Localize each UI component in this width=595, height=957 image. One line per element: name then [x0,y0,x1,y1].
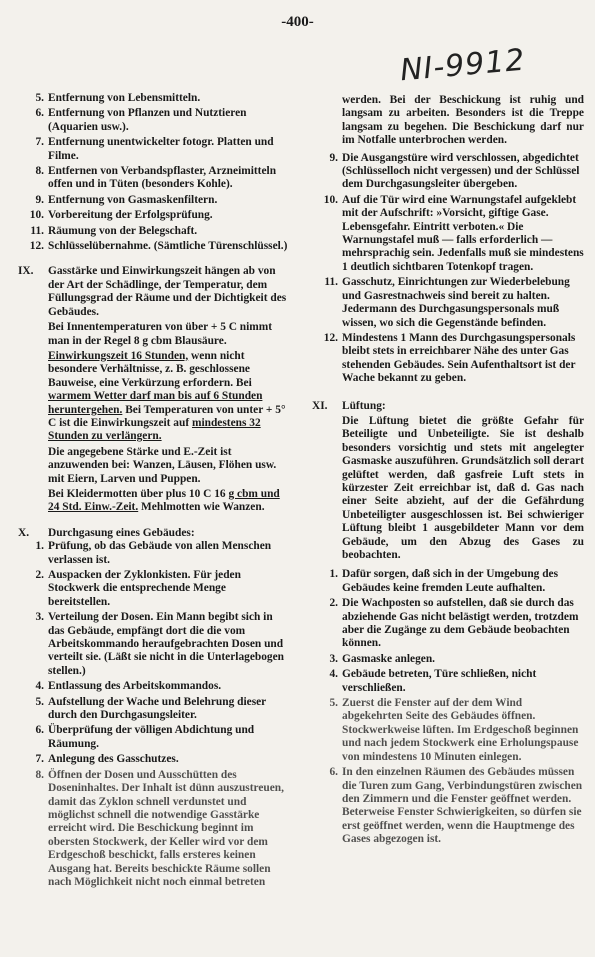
list-item: 5. Zuerst die Fenster auf der dem Wind abgekehrten Seite des Gebäudes öffnen. Stockwerkweise lüften. Im Erdgeschoß beginnen und nach jedem Stockwerk eine Erholungspause von mindestens 10 Minuten einlegen. [329,697,579,763]
section-ix-paragraph-2: Einwirkungszeit 16 Stunden, wenn nicht besondere Verhältnisse, z. B. geschlossene Bauweise, eine Verkürzung erfordern. Bei warmem Wetter darf man bis auf 6 Stunden heruntergehen. Bei Temperaturen von unter + 5° C ist die Einwirkungszeit auf mindestens 32 Stunden zu verlängern. [48,349,286,443]
list-item: 9. Die Ausgangstüre wird verschlossen, abgedichtet (Schlüsselloch nicht vergessen) und der Schlüssel dem Durchgasungsleiter übergeben. [329,151,580,191]
list-item: 3. Gasmaske anlegen. [329,652,436,665]
list-item: 10. Vorbereitung der Erfolgsprüfung. [29,209,213,222]
list-item: 8. Öffnen der Dosen und Ausschütten des Doseninhaltes. Der Inhalt ist dünn auszustreuen, damit das Zyklon schnell verdunstet und möglichst schnell die notwendige Gasstärke erreicht wird. Die Beschickung beginnt im obersten Stockwerk, der Keller wird vor dem Erdgeschoß beschickt, falls ersteres keinen Ausgang hat. Bereits beschickte Räume sollen nach Möglichkeit nicht noch einmal betreten [35,768,284,888]
list-item: 6. Entfernung von Pflanzen und Nutztieren (Aquarien usw.). [35,107,247,133]
list-item: 12. Mindestens 1 Mann des Durchgasungspersonals bleibt stets in erreichbarer Nähe des unter Gas stehenden Gebäudes. Sein Aufenthaltsort ist der Wache bekannt zu geben. [323,331,576,385]
list-item: 5. Aufstellung der Wache und Belehrung dieser durch den Durchgasungsleiter. [35,695,267,722]
list-item: 9. Entfernung von Gasmaskenfiltern. [35,193,218,206]
section-x-heading: X. Durchgasung eines Gebäudes: [18,526,195,539]
list-item: 5. Entfernung von Lebensmitteln. [35,92,201,104]
list-a [18,92,290,253]
list-item: 6. In den einzelnen Räumen des Gebäudes müssen die Turen zum Gang, Verbindungstüren zwischen den Zimmern und die Fenster geöffnet werden. Beterweise Fenster Schwierigkeiten, so dürfen sie erst geöffnet werden, wenn die Hauptmenge des Gases abgezogen ist. [329,766,583,846]
list-item: 12. Schlüsselübernahme. (Sämtliche Türenschlüssel.) [29,240,288,253]
list-item: 7. Anlegung des Gasschutzes. [35,753,179,766]
section-ix-heading: IX. Gasstärke und Einwirkungszeit hängen ab von der Art der Schädlinge, der Temperatur, dem Füllungsgrad der Räume und der Dichtigkeit des Gebäudes. [18,265,287,318]
list-item: 8. Entfernen von Verbandspflaster, Arzneimitteln offen und in Tüten (besonders Kohle). [35,165,277,191]
handwritten-stamp: NI-9912 [398,42,527,89]
section-ix-paragraph-4: Bei Kleidermotten über plus 10 C 16 g cbm und 24 Std. Einw.-Zeit. Mehlmotten wie Wanzen. [48,487,280,514]
list-b [312,152,584,386]
page-number: -400- [281,14,314,30]
section-xi-list [312,568,584,846]
list-item: 4. Entlassung des Arbeitskommandos. [35,680,222,693]
list-item: 1. Dafür sorgen, daß sich in der Umgebung des Gebäudes keine fremden Leute aufhalten. [329,568,559,594]
section-x-list [18,540,290,889]
section-xi-intro: Die Lüftung bietet die größte Gefahr für Beteiligte und Unbeteiligte. Sie ist deshalb besonders vorsichtig und stets mit angelegter Gasmaske auszuführen. Grundsätzlich soll derart gelüftet werden, daß gasfreie Luft stets in kürzester Zeit erreichbar ist, daß d. Gas nach einer Seite abzieht, auf der die Gefährdung Unbeteiligter ausgeschlossen ist. Bei schwieriger Lüftung bleibt 1 ausgebildeter Mann vor dem Gebäude, um den Abzug des Gases zu beobachten. [342,414,584,561]
left-column [18,92,290,891]
list-item: 10. Auf die Tür wird eine Warnungstafel aufgeklebt mit der Aufschrift: »Vorsicht, giftige Gase. Lebensgefahr. Eintritt verboten.« Die Warnungstafel muß — falls erforderlich — mehrsprachig sein. Jedenfalls muß sie mindestens 1 deutlich sichtbaren Totenkopf tragen. [323,193,584,273]
list-item: 1. Prüfung, ob das Gebäude von allen Menschen verlassen ist. [35,540,272,566]
continuation-paragraph: werden. Bei der Beschickung ist ruhig und langsam zu arbeiten. Besonders ist die Treppe langsam zu begehen. Die Beschickung darf nur im Notfalle unterbrochen werden. [342,94,584,147]
section-ix-paragraph-3: Die angegebene Stärke und E.-Zeit ist anzuwenden bei: Wanzen, Läusen, Flöhen usw. mit Eiern, Larven und Puppen. [48,445,277,485]
list-item: 2. Auspacken der Zyklonkisten. Für jeden Stockwerk die entsprechende Menge bereitstellen. [35,569,241,608]
section-xi-heading: XI. Lüftung: [312,399,386,412]
list-item: 11. Gasschutz, Einrichtungen zur Wiederbelebung und Gasrestnachweis sind bereit zu halten. Jedermann des Durchgasungspersonals muß wissen, wo sich die Gegenstände befinden. [324,276,570,329]
list-item: 2. Die Wachposten so aufstellen, daß sie durch das abziehende Gas nicht belästigt werden, trotzdem aber die Zugänge zu dem Gebäude beobachten können. [329,597,579,650]
list-item: 7. Entfernung unentwickelter fotogr. Platten und Filme. [35,136,274,162]
list-item: 4. Gebäude betreten, Türe schließen, nicht verschließen. [329,668,537,694]
right-column [312,92,584,849]
section-ix-paragraph-1: Bei Innentemperaturen von über + 5 C nimmt man in der Regel 8 g cbm Blausäure. [48,321,273,347]
list-item: 6. Überprüfung der völligen Abdichtung und Räumung. [35,724,255,750]
list-item: 3. Verteilung der Dosen. Ein Mann begibt sich in das Gebäude, empfängt dort die die vom Arbeitskommando heraufgebrachten Dosen und verteilt sie. (Läßt sie nicht in die Unterlagebogen stellen.) [35,611,285,677]
list-item: 11. Räumung von der Belegschaft. [30,224,198,237]
